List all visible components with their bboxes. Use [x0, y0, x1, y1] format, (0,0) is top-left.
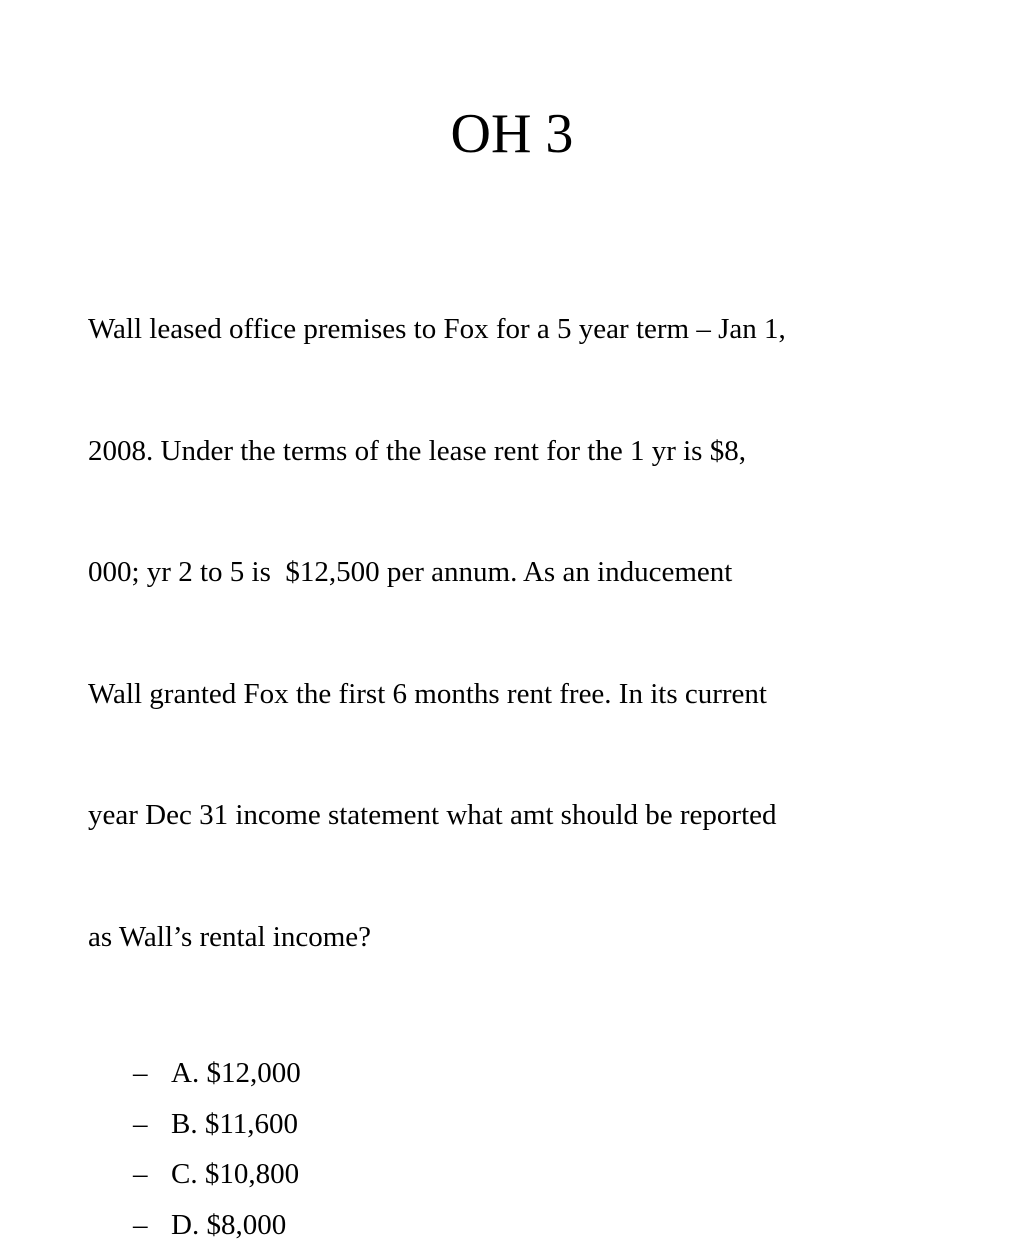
question-line: 000; yr 2 to 5 is $12,500 per annum. As an inducement — [127, 552, 958, 593]
answer-option-c — [88, 1149, 958, 1200]
question-line: 2008. Under the terms of the lease rent for the 1 yr is $8, — [127, 431, 958, 472]
answer-option-a — [88, 1048, 958, 1099]
question-line: Wall granted Fox the first 6 months rent free. In its current — [127, 674, 958, 715]
answer-option-label: C. $10,800 — [171, 1158, 299, 1190]
bullet-dash: – — [133, 1149, 148, 1200]
question-line: Wall leased office premises to Fox for a 5 year term – Jan 1, — [127, 309, 958, 350]
answer-options-list — [88, 1048, 958, 1250]
bullet-dash: – — [133, 1048, 148, 1099]
answer-option-label: B. $11,600 — [171, 1108, 298, 1140]
bullet-dash: – — [133, 1200, 148, 1250]
answer-option-label: D. $8,000 — [171, 1209, 286, 1241]
bullet-dash: – — [133, 1099, 148, 1150]
answer-option-b — [88, 1099, 958, 1150]
slide-title: OH 3 — [0, 100, 1024, 168]
question-line: year Dec 31 income statement what amt should be reported — [127, 795, 958, 836]
question-text — [88, 228, 958, 1038]
slide-body — [88, 228, 958, 1250]
answer-option-label: A. $12,000 — [171, 1057, 301, 1089]
answer-option-d — [88, 1200, 958, 1250]
question-line: as Wall’s rental income? — [127, 917, 958, 958]
